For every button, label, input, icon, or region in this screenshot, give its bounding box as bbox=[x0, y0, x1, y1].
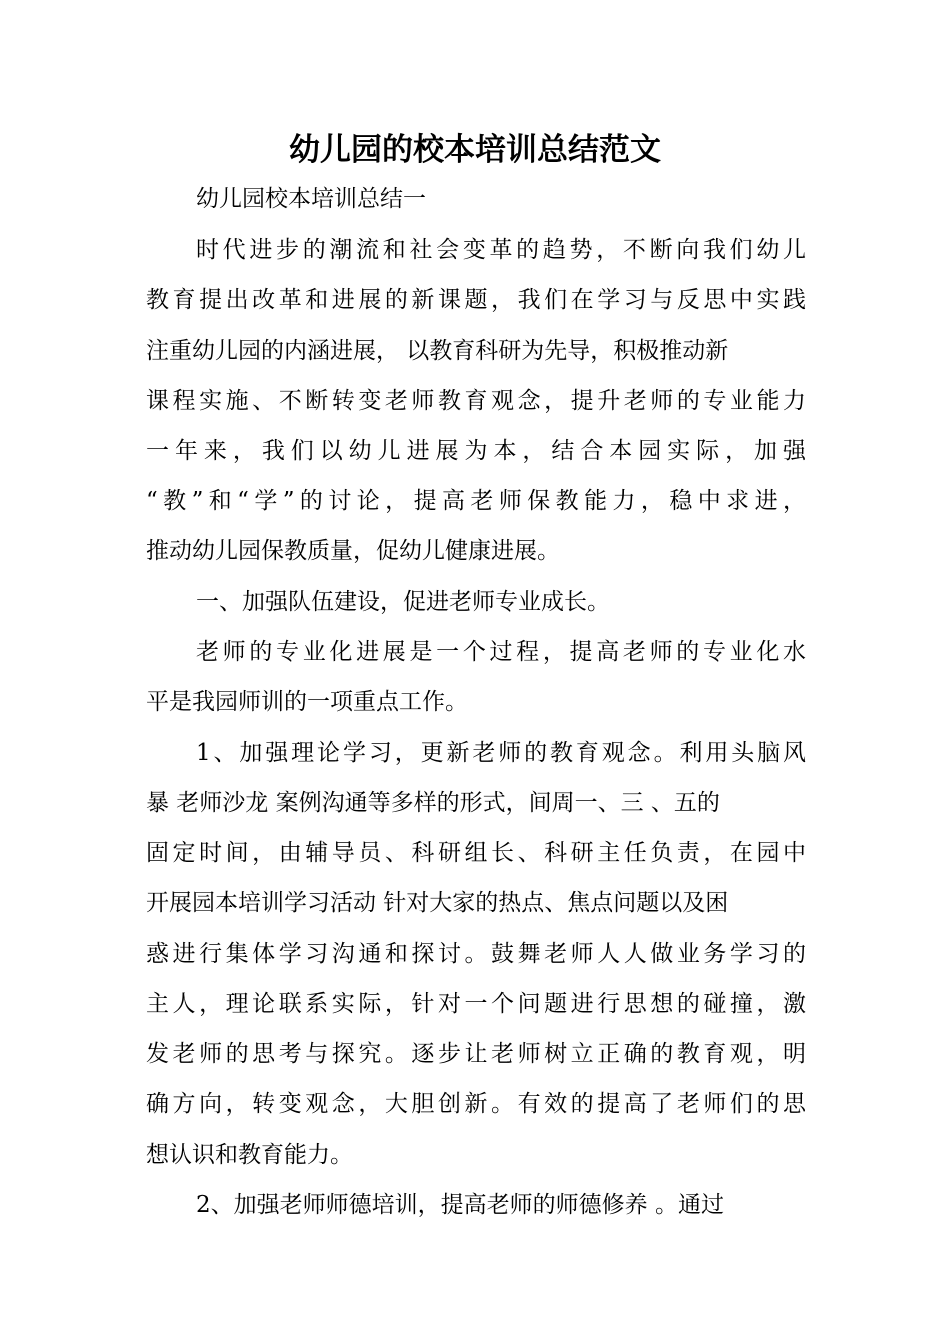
paragraph-line: 发老师的思考与探究。逐步让老师树立正确的教育观，明 bbox=[146, 1041, 806, 1067]
section-heading: 一、加强队伍建设，促进老师专业成长。 bbox=[196, 589, 610, 615]
section-heading: 幼儿园校本培训总结一 bbox=[196, 186, 426, 212]
paragraph-line: 教育提出改革和进展的新课题，我们在学习与反思中实践 bbox=[146, 287, 806, 313]
paragraph-line: 确方向，转变观念，大胆创新。有效的提高了老师们的思 bbox=[146, 1091, 806, 1117]
paragraph-line: 时代进步的潮流和社会变革的趋势，不断向我们幼儿 bbox=[196, 237, 806, 263]
paragraph-line: 2、加强老师师德培训，提高老师的师德修养 。通过 bbox=[196, 1192, 724, 1218]
paragraph-line: 想认识和教育能力。 bbox=[146, 1142, 353, 1168]
paragraph-line: 课程实施、不断转变老师教育观念，提升老师的专业能力 bbox=[146, 388, 806, 414]
paragraph-line: 开展园本培训学习活动 针对大家的热点、焦点问题以及困 bbox=[146, 890, 729, 916]
paragraph-line: 推动幼儿园保教质量，促幼儿健康进展。 bbox=[146, 538, 560, 564]
paragraph-line: 主人，理论联系实际，针对一个问题进行思想的碰撞，激 bbox=[146, 991, 806, 1017]
paragraph-line: 一年来，我们以幼儿进展为本，结合本园实际，加强 bbox=[146, 438, 806, 464]
document-title: 幼儿园的校本培训总结范文 bbox=[289, 132, 661, 168]
paragraph-line: “教”和“学”的讨论，提高老师保教能力，稳中求进， bbox=[146, 488, 806, 514]
paragraph-line: 1、加强理论学习，更新老师的教育观念。利用头脑风 bbox=[196, 740, 806, 766]
paragraph-line: 老师的专业化进展是一个过程，提高老师的专业化水 bbox=[196, 639, 806, 665]
paragraph-line: 固定时间，由辅导员、科研组长、科研主任负责，在园中 bbox=[146, 840, 806, 866]
paragraph-line: 暴 老师沙龙 案例沟通等多样的形式，间周一、三 、五的 bbox=[146, 790, 720, 816]
paragraph-line: 惑进行集体学习沟通和探讨。鼓舞老师人人做业务学习的 bbox=[146, 941, 806, 967]
paragraph-line: 平是我园师训的一项重点工作。 bbox=[146, 689, 468, 715]
paragraph-line: 注重幼儿园的内涵进展， 以教育科研为先导，积极推动新 bbox=[146, 338, 729, 364]
